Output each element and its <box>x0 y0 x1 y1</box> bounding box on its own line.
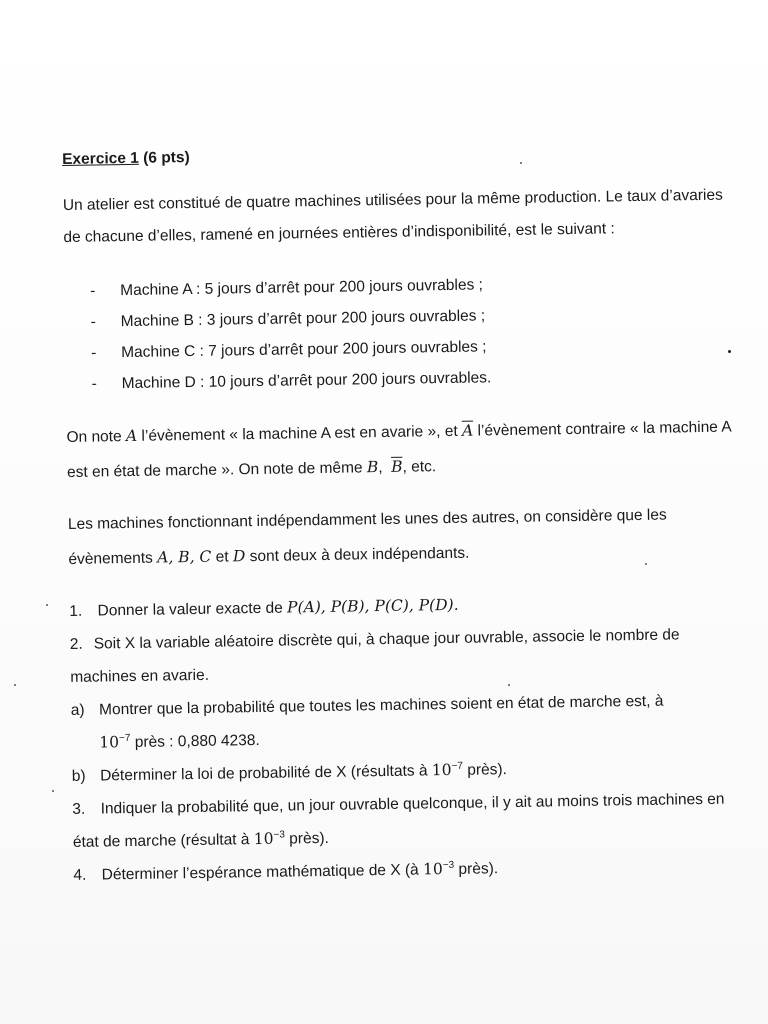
scan-speck <box>14 684 16 686</box>
question-number: a) <box>70 701 85 719</box>
question-2 <box>70 617 751 694</box>
machine-c-text: Machine C : 7 jours d’arrêt pour 200 jours ouvrables ; <box>121 338 487 362</box>
event-b: B <box>366 458 379 477</box>
event-a: A <box>125 426 138 446</box>
power-exponent: −3 <box>273 829 285 841</box>
question-number: 4. <box>73 866 87 884</box>
list-dash: - <box>91 344 97 362</box>
machine-a-text: Machine A : 5 jours d’arrêt pour 200 jours ouvrables ; <box>120 276 484 300</box>
question-text: Montrer que la probabilité que toutes les machines soient en état de marche est, à <box>98 692 664 719</box>
power-base: 10 <box>422 860 443 879</box>
independence-text: et <box>215 548 229 566</box>
exercise-title: Exercice 1 <box>62 149 139 168</box>
scan-speck <box>52 790 54 792</box>
power-base: 10 <box>253 829 274 849</box>
notation-paragraph: On note A l’évènement « la machine A est en avarie », et $\overline{A}$ l’évènement contraire « la machine A est en état de marche ». On note de même B, $\overline{B}$, etc. <box>66 418 731 481</box>
notation-text: l’évènement contraire « la machine A est en état de marche ». On note de même <box>66 418 731 481</box>
question-text: Déterminer la loi de probabilité de X (résultats à <box>100 762 428 785</box>
exercise-points: (6 pts) <box>143 148 190 167</box>
notation-text: l’évènement « la machine A est en avarie », et <box>141 422 458 445</box>
list-dash: - <box>91 375 97 393</box>
independence-text: Les machines fonctionnant indépendamment les unes des autres, on considère que les évènements <box>67 506 667 568</box>
question-text: Soit X la variable aléatoire discrète qui, à chaque jour ouvrable, associe le nombre de machines en avarie. <box>70 626 680 686</box>
scan-speck <box>46 604 48 606</box>
power-base: 10 <box>99 733 120 752</box>
exercise-sheet <box>62 139 754 892</box>
exercise-heading <box>62 139 742 170</box>
notation-text: , etc. <box>402 458 437 476</box>
event-d: D <box>232 547 246 566</box>
power-exponent: −7 <box>451 760 463 772</box>
notation-text: On note <box>66 428 122 446</box>
question-text: Indiquer la probabilité que, un jour ouvrable quelconque, il y ait au moins trois machines en état de marche (résultat à <box>72 790 725 851</box>
list-dash: - <box>90 282 96 300</box>
question-tail: près : 0,880 4238. <box>134 731 260 751</box>
machine-d-text: Machine D : 10 jours d’arrêt pour 200 jours ouvrables. <box>121 369 492 393</box>
machine-b-text: Machine B : 3 jours d’arrêt pour 200 jours ouvrables ; <box>120 307 486 331</box>
list-dash: - <box>90 313 97 331</box>
events-abc: A, B, C <box>157 547 212 567</box>
question-number: 2. <box>69 635 83 653</box>
event-b-complement: $\overline{B}$ <box>391 457 403 476</box>
question-2a <box>71 683 752 760</box>
question-number: b) <box>71 767 86 785</box>
independence-paragraph <box>68 497 749 577</box>
power-exponent: −7 <box>118 732 131 745</box>
question-number: 1. <box>69 602 83 620</box>
intro-paragraph: Un atelier est constitué de quatre machines utilisées pour la même production. Le taux d’avaries de chacune d’elles, ramené en journées entières d’indisponibilité, est le suivant : <box>62 186 723 246</box>
question-tail: près). <box>467 761 508 779</box>
independence-text: sont deux à deux indépendants. <box>249 544 470 566</box>
question-tail: près). <box>458 860 499 878</box>
event-a-complement: $\overline{A}$ <box>461 421 474 440</box>
question-formula: P(A), P(B), P(C), P(D). <box>286 595 459 617</box>
question-number: 3. <box>72 800 86 818</box>
question-3 <box>72 782 753 859</box>
question-text: Donner la valeur exacte de <box>97 599 283 620</box>
power-base: 10 <box>431 760 452 780</box>
machine-list <box>64 265 746 400</box>
question-tail: près). <box>289 829 329 848</box>
question-text: Déterminer l’espérance mathématique de X (à <box>101 861 419 884</box>
power-exponent: −3 <box>442 859 455 871</box>
